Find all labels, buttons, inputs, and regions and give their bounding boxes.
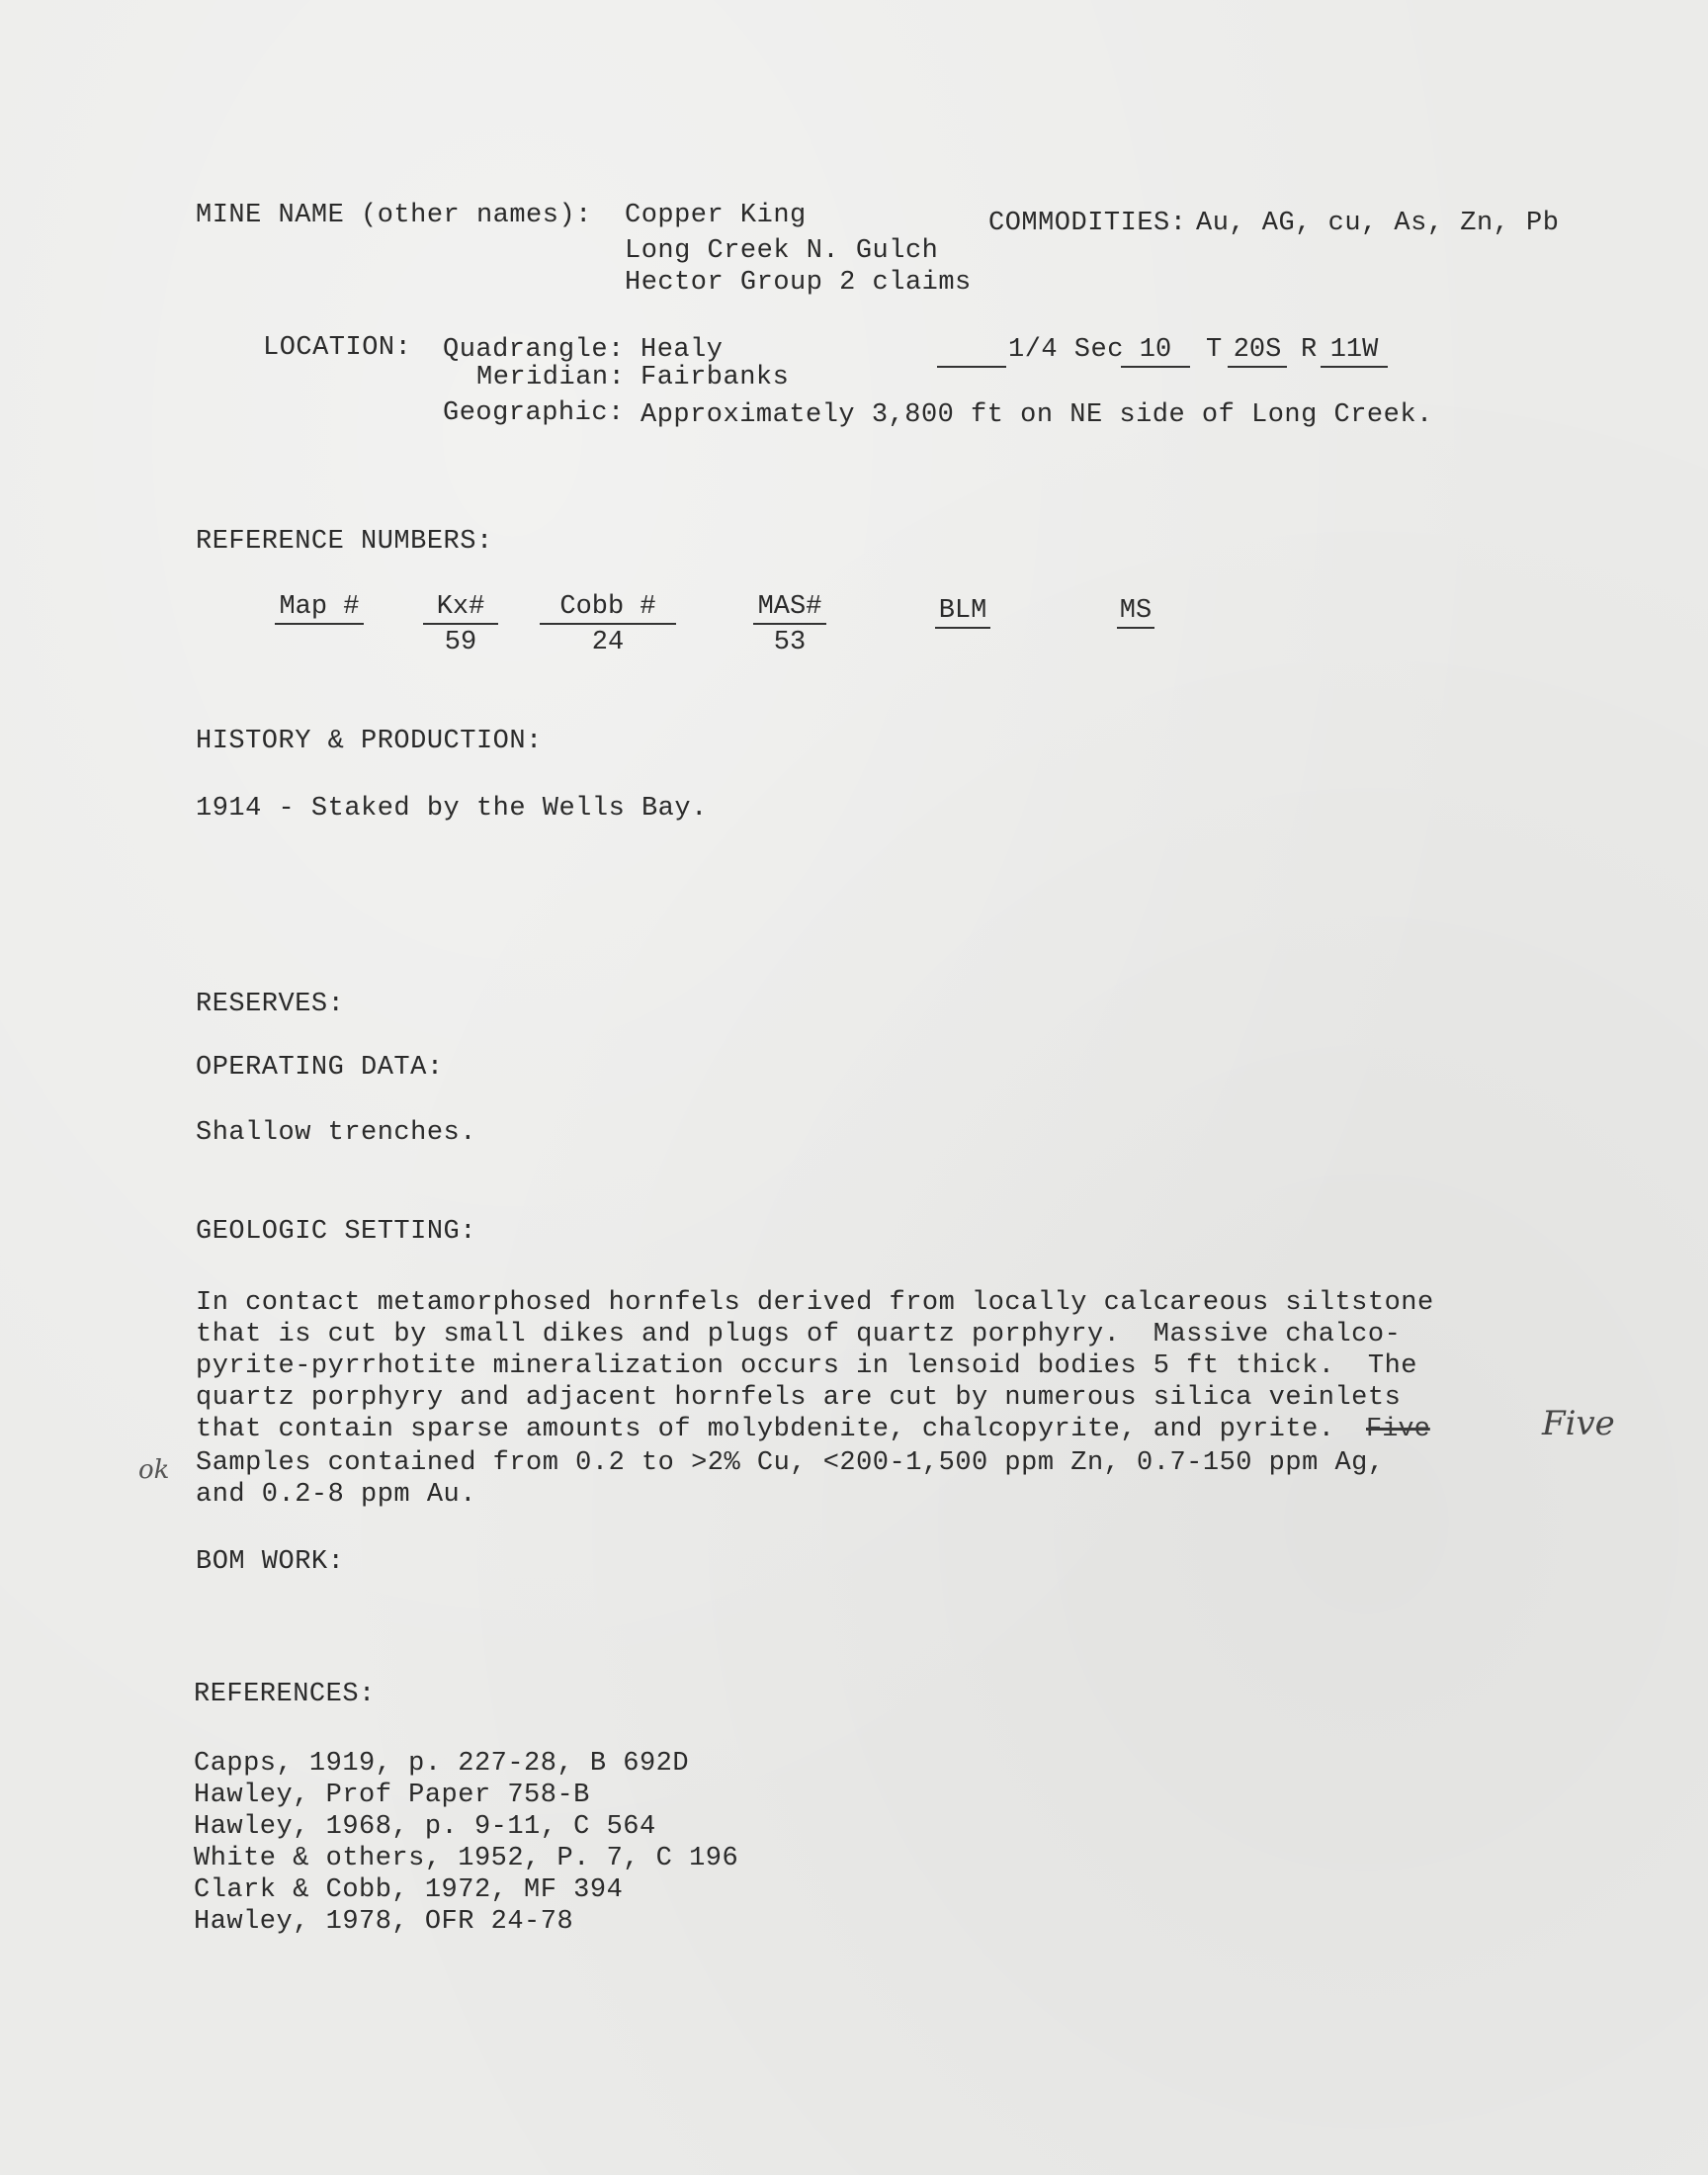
ref-header-kx: Kx# xyxy=(423,591,498,625)
section-value: 10 xyxy=(1121,334,1190,368)
reference-numbers-label: REFERENCE NUMBERS: xyxy=(196,527,493,557)
geologic-setting-label: GEOLOGIC SETTING: xyxy=(196,1217,476,1247)
reserves-label: RESERVES: xyxy=(196,990,345,1019)
geologic-line-4: quartz porphyry and adjacent hornfels are cut by numerous silica veinlets xyxy=(196,1383,1402,1413)
history-text: 1914 - Staked by the Wells Bay. xyxy=(196,794,708,824)
mine-name-primary: Copper King xyxy=(625,201,807,230)
geologic-line-5: that contain sparse amounts of molybdenite, chalcopyrite, and pyrite. xyxy=(196,1415,1335,1444)
reference-item: Capps, 1919, p. 227-28, B 692D xyxy=(194,1749,690,1779)
ref-header-mas: MAS# xyxy=(753,591,826,625)
range-value: 11W xyxy=(1321,334,1388,368)
geologic-line-7: and 0.2-8 ppm Au. xyxy=(196,1480,476,1510)
meridian-value: Fairbanks xyxy=(640,363,790,392)
commodities-label: COMMODITIES: xyxy=(988,209,1187,238)
township-value: 20S xyxy=(1228,334,1287,368)
mine-name-alt-1: Long Creek N. Gulch xyxy=(625,236,939,266)
operating-data-label: OPERATING DATA: xyxy=(196,1053,444,1083)
geologic-line-6: Samples contained from 0.2 to >2% Cu, <200-1,500 ppm Zn, 0.7-150 ppm Ag, xyxy=(196,1448,1385,1478)
ref-header-map: Map # xyxy=(275,591,364,625)
quarter-sec-label: 1/4 Sec xyxy=(1008,335,1124,365)
quadrangle-value: Healy xyxy=(640,335,724,365)
ref-value-mas: 53 xyxy=(773,628,807,657)
ref-value-kx: 59 xyxy=(444,628,477,657)
township-label: T xyxy=(1206,335,1223,365)
bom-work-label: BOM WORK: xyxy=(196,1547,345,1577)
commodities-value: Au, AG, cu, As, Zn, Pb xyxy=(1196,209,1560,238)
struck-out-text: Five xyxy=(1366,1415,1430,1444)
geographic-value: Approximately 3,800 ft on NE side of Long Creek. xyxy=(640,400,1433,430)
ref-header-ms: MS xyxy=(1117,595,1154,629)
reference-item: Hawley, 1978, OFR 24-78 xyxy=(194,1907,574,1937)
ref-header-blm: BLM xyxy=(935,595,990,629)
geologic-line-1: In contact metamorphosed hornfels derived from locally calcareous siltstone xyxy=(196,1288,1434,1318)
location-label: LOCATION: xyxy=(263,333,412,363)
mine-name-label: MINE NAME (other names): xyxy=(196,201,592,230)
reference-item: Hawley, 1968, p. 9-11, C 564 xyxy=(194,1812,656,1842)
operating-data-text: Shallow trenches. xyxy=(196,1118,476,1148)
quadrangle-label: Quadrangle: xyxy=(443,335,625,365)
reference-item: Hawley, Prof Paper 758-B xyxy=(194,1781,590,1810)
reference-item: White & others, 1952, P. 7, C 196 xyxy=(194,1844,739,1873)
quarter-blank xyxy=(937,366,1006,368)
mine-name-alt-2: Hector Group 2 claims xyxy=(625,268,972,298)
geographic-label: Geographic: xyxy=(443,398,625,428)
ref-header-cobb: Cobb # xyxy=(540,591,676,625)
range-label: R xyxy=(1301,335,1318,365)
history-label: HISTORY & PRODUCTION: xyxy=(196,727,543,756)
handwritten-correction: Five xyxy=(1542,1404,1615,1443)
geologic-line-2: that is cut by small dikes and plugs of quartz porphyry. Massive chalco- xyxy=(196,1320,1402,1349)
references-label: REFERENCES: xyxy=(194,1680,376,1709)
geologic-line-3: pyrite-pyrrhotite mineralization occurs in lensoid bodies 5 ft thick. The xyxy=(196,1351,1417,1381)
ref-value-cobb: 24 xyxy=(591,628,625,657)
meridian-label: Meridian: xyxy=(476,363,626,392)
reference-item: Clark & Cobb, 1972, MF 394 xyxy=(194,1875,624,1905)
margin-note: ok xyxy=(138,1455,170,1485)
